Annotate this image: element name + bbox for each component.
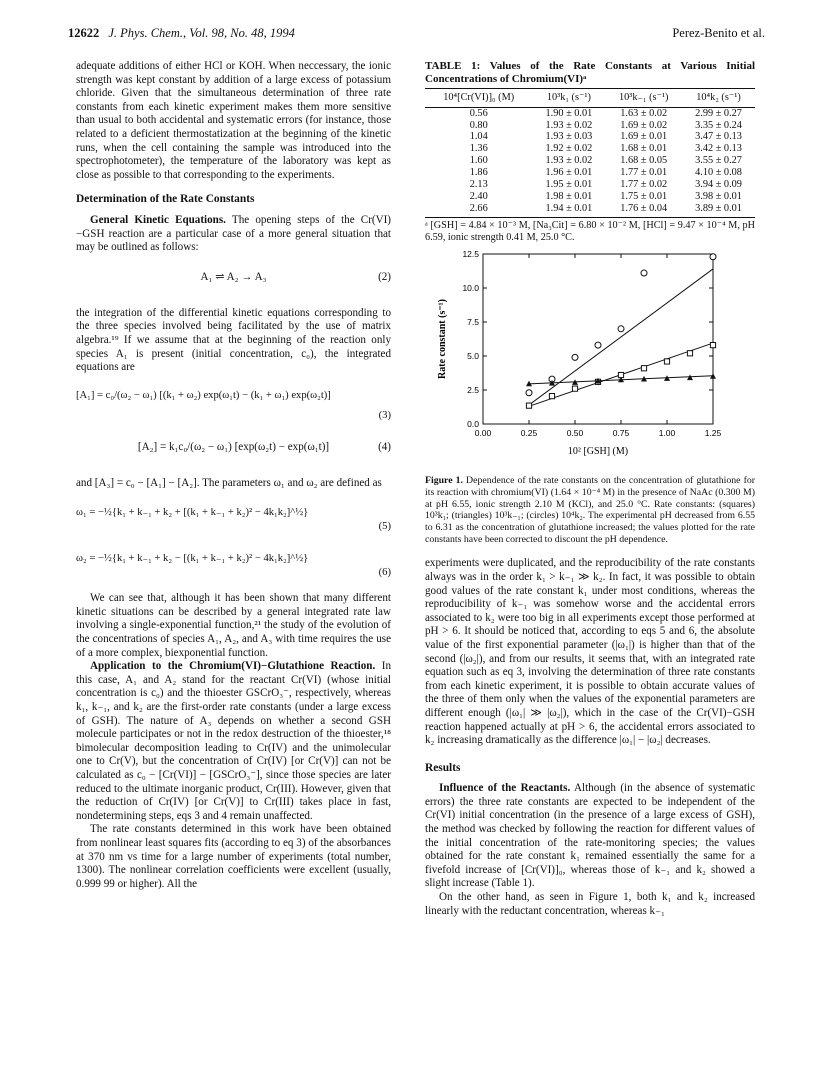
- circle-data-point: [595, 342, 601, 348]
- x-tick-label: 1.25: [704, 428, 722, 439]
- paragraph: [425, 782, 755, 891]
- equation-2: [76, 261, 391, 301]
- page-number: 12622: [68, 26, 100, 40]
- y-tick-label: 2.5: [467, 385, 479, 396]
- table-cell: 1.69 ± 0.02: [620, 119, 668, 131]
- equation-text: A₁ ⇌ A₂ → A₃: [200, 270, 267, 283]
- y-tick-label: 0.0: [467, 419, 479, 430]
- table-cell: 1.68 ± 0.05: [620, 155, 668, 167]
- table-cell: 1.93 ± 0.02: [545, 155, 593, 167]
- table-cell: 1.95 ± 0.01: [545, 179, 593, 191]
- equation-number: (3): [378, 409, 391, 421]
- table-cell: 1.77 ± 0.02: [620, 179, 668, 191]
- equation-number: (2): [378, 270, 391, 283]
- circle-data-point: [572, 355, 578, 361]
- journal-citation: J. Phys. Chem., Vol. 98, No. 48, 1994: [108, 26, 295, 40]
- square-data-point: [526, 403, 531, 408]
- figure-label: Figure 1.: [425, 475, 463, 487]
- paragraph: On the other hand, as seen in Figure 1, both k₁ and k₂ increased linearly with the reductant concentration, whereas k₋₁: [425, 891, 755, 917]
- paragraph: [76, 660, 391, 823]
- table-row: [425, 131, 755, 143]
- table-cell: 1.93 ± 0.03: [545, 131, 593, 143]
- table-row: [425, 143, 755, 155]
- table-header-row: [425, 89, 755, 108]
- equation-number: (6): [378, 567, 391, 579]
- equation-text: ω₂ = −½{k₁ + k₋₁ + k₂ − [(k₁ + k₋₁ + k₂)² − 4k₁k₂]^½}: [76, 553, 309, 565]
- table-cell: 1.04: [469, 131, 488, 143]
- triangle-data-point: [687, 375, 693, 381]
- paragraph: the integration of the differential kinetic equations corresponding to the three species involved being facilitated by the use of matrix algebra.¹⁹ If we assume that at the beginning of the reaction only species A₁ is present (initial concentration, c₀), the integrated equations are: [76, 306, 391, 374]
- run-in-heading: General Kinetic Equations.: [90, 213, 226, 226]
- paragraph-text: In this case, A₁ and A₂ stand for the reactant Cr(VI) (whose initial concentration is c₀) and the thioester GSCrO₃⁻, respectively, whereas k₁, k₋₁, and k₂ are the first-order rate constants (under a large excess of GSH). The nature of A₃ depends on whether a second GSH molecule participates or not in the redox destruction of the thioester,¹⁸ bimolecular decomposition leading to Cr(IV) and the unimolecular one to Cr(V), but the concentration of Cr(IV) [or Cr(V)] can not be calculated as c₀ − [Cr(VI)] − [GSCrO₃⁻], since those species are later reduced to the ultimate inorganic product, Cr(III). However, given that the reduction of Cr(IV) [or Cr(V)] to Cr(III) takes place in fast, nondetermining steps, eqs 3 and 4 remain unaffected.: [76, 660, 392, 822]
- circle-data-point: [641, 270, 647, 276]
- equation-5: [76, 496, 391, 540]
- table-cell: 1.69 ± 0.01: [620, 131, 668, 143]
- table-cell: 2.99 ± 0.27: [695, 107, 742, 119]
- table-cell: 1.36: [469, 143, 488, 155]
- running-header: [68, 26, 765, 44]
- circle-data-point: [526, 390, 532, 396]
- table-cell: 1.93 ± 0.02: [545, 119, 593, 131]
- equation-number: (5): [378, 521, 391, 533]
- table-row: [425, 191, 755, 203]
- table-cell: 3.55 ± 0.27: [695, 155, 742, 167]
- table-cell: 1.94 ± 0.01: [532, 203, 605, 217]
- table-cell: 1.86: [469, 167, 488, 179]
- table-body: [425, 107, 755, 217]
- section-heading: Determination of the Rate Constants: [76, 193, 255, 206]
- table-cell: 3.47 ± 0.13: [695, 131, 742, 143]
- table-cell: 0.80: [469, 119, 488, 131]
- table-caption: TABLE 1: Values of the Rate Constants at Various Initial Concentrations of Chromium(VI)ᵃ: [425, 60, 755, 85]
- square-data-point: [572, 386, 577, 391]
- table-cell: 3.89 ± 0.01: [682, 203, 755, 217]
- equation-3: [76, 381, 391, 429]
- run-in-heading: Influence of the Reactants.: [439, 782, 571, 795]
- left-column: [76, 60, 391, 891]
- section-heading: Results: [425, 761, 461, 774]
- table-cell: 2.40: [469, 190, 488, 202]
- equation-text: ω₁ = −½{k₁ + k₋₁ + k₂ + [(k₁ + k₋₁ + k₂)² − 4k₁k₂]^½}: [76, 507, 309, 519]
- table-cell: 2.66: [425, 203, 532, 217]
- circle-series-fit-line: [529, 269, 713, 405]
- table-row: [425, 120, 755, 132]
- table-row: [425, 179, 755, 191]
- square-data-point: [664, 359, 669, 364]
- paragraph: We can see that, although it has been shown that many different kinetic situations can be described by a general integrated rate law involving a single-exponential function,²¹ the study of the evolution of the concentrations of species A₁, A₂, and A₃ with time requires the use of a more complex, biexponential function.: [76, 592, 391, 659]
- paragraph: adequate additions of either HCl or KOH. When neccessary, the ionic strength was kept constant by addition of a large excess of potassium chloride. Given that the simultaneous determination of three rate constants from each kinetic experiment makes them more sensitive than usual to both accidental and systematic errors (for instance, those related to a deficient thermostatization at the beginning of the kinetic runs, when the cell containing the sample was introduced into the spectrophotometer), the temperature of the laboratory was kept as close as possible to that corresponding to the experiments.: [76, 60, 391, 181]
- table-row: [425, 203, 755, 217]
- y-tick-label: 10.0: [462, 283, 479, 294]
- table-footnote: ᵃ [GSH] = 4.84 × 10⁻³ M, [Na₃Cit] = 6.80 × 10⁻² M, [HCl] = 9.47 × 10⁻⁴ M, pH 6.59, ionic strength 0.41 M, 25.0 °C.: [425, 219, 755, 243]
- table-cell: 1.96 ± 0.01: [545, 167, 593, 179]
- table-row: [425, 107, 755, 119]
- column-header: 10³k₋₁ (s⁻¹): [605, 89, 682, 108]
- table-cell: 1.76 ± 0.04: [605, 203, 682, 217]
- table-cell: 1.63 ± 0.02: [620, 107, 668, 119]
- table-cell: 0.56: [469, 107, 488, 119]
- table-cell: 2.13: [469, 179, 488, 191]
- y-tick-label: 7.5: [467, 317, 479, 328]
- rate-constant-chart: [425, 246, 755, 471]
- paragraph: The rate constants determined in this work have been obtained from nonlinear least squares fits (according to eq 3) of the absorbances at 370 nm vs time for a large number of experiments (total number, 1300). The nonlinear correlation coefficients were excellent (usually, 0.999 99 or higher). All the: [76, 823, 391, 890]
- table-cell: 3.35 ± 0.24: [695, 119, 742, 131]
- x-tick-label: 0.00: [474, 428, 492, 439]
- table-cell: 1.75 ± 0.01: [620, 190, 668, 202]
- circle-data-point: [618, 326, 624, 332]
- table-cell: 3.98 ± 0.01: [695, 190, 742, 202]
- equation-text: [A₂] = k₁c₀/(ω₂ − ω₁) [exp(ω₂t) − exp(ω₁t)]: [137, 440, 330, 453]
- run-in-heading: Application to the Chromium(VI)−Glutathione Reaction.: [90, 660, 376, 673]
- square-data-point: [641, 366, 646, 371]
- circle-data-point: [710, 254, 716, 260]
- table-cell: 1.90 ± 0.01: [545, 107, 593, 119]
- table-cell: 3.94 ± 0.09: [695, 179, 742, 191]
- equation-number: (4): [378, 440, 391, 453]
- column-header: 10⁴[Cr(VI)]₀ (M): [425, 89, 532, 108]
- table-cell: 1.92 ± 0.02: [545, 143, 593, 155]
- paragraph-text: The opening steps of the Cr(VI)−GSH reaction are a particular case of a more general situation that may be outlined as follows:: [76, 213, 392, 254]
- paragraph: and [A₃] = c₀ − [A₁] − [A₂]. The parameters ω₁ and ω₂ are defined as: [76, 476, 382, 489]
- paragraph-text: Although (in the absence of systematic errors) the three rate constants are expected to be independent of the Cr(VI) initial concentration (in the presence of a large excess of GSH), the method was checked by following the reaction for different values of the initial concentration of the rate-monitoring species; the values obtained for the rate constant k₁ remained essentially the same for a fivefold increase of [Cr(VI)]₀, whereas those of k₋₁ and k₂ showed a slight increase (Table 1).: [425, 782, 755, 890]
- y-tick-label: 5.0: [467, 351, 479, 362]
- paragraph: experiments were duplicated, and the reproducibility of the rate constants always was in the order k₁ > k₋₁ ≫ k₂. In fact, it was possible to obtain good values of the rate constant k₁ under most conditions, whereas the reproducibility of k₋₁ was somehow worse and the accidental errors associated to k₂ were too big in all experiments except those performed at pH > 6. It should be noticed that, according to eqs 5 and 6, the absolute value of the first exponential parameter (|ω₁|) is higher than that of the second (|ω₂|), and from our results, it seems that, with an integrated rate equation such as eq 3, involving the determination of three rate constants from each kinetic experiment, it is possible to obtain accurate values of the three of them only when the values of the exponential parameters are different enough (|ω₁| ≫ |ω₂|), which in the case of the Cr(VI)−GSH reaction happened actually at pH > 6, the accidental errors associated to k₂ increasing dramatically as the difference |ω₁| − |ω₂| decreases.: [425, 557, 755, 747]
- square-data-point: [710, 343, 715, 348]
- table-cell: 1.77 ± 0.01: [620, 167, 668, 179]
- y-axis-label: Rate constant (s⁻¹): [437, 299, 448, 380]
- column-header: 10⁴k₂ (s⁻¹): [682, 89, 755, 108]
- right-column: [425, 60, 755, 918]
- equation-6: [76, 546, 391, 586]
- square-data-point: [687, 351, 692, 356]
- table-cell: 1.60: [469, 155, 488, 167]
- table-cell: 1.68 ± 0.01: [620, 143, 668, 155]
- rate-constants-table: [425, 88, 755, 218]
- equation-4: [76, 435, 391, 471]
- running-authors: Perez-Benito et al.: [672, 26, 765, 40]
- figure-caption: [425, 475, 755, 545]
- square-data-point: [549, 394, 554, 399]
- table-cell: 1.98 ± 0.01: [545, 190, 593, 202]
- x-tick-label: 0.25: [520, 428, 538, 439]
- table-cell: 4.10 ± 0.08: [695, 167, 742, 179]
- table-row: [425, 155, 755, 167]
- table-cell: 3.42 ± 0.13: [695, 143, 742, 155]
- equation-text: [A₁] = c₀/(ω₂ − ω₁) [(k₁ + ω₂) exp(ω₁t) − (k₁ + ω₁) exp(ω₂t)]: [76, 389, 331, 401]
- y-tick-label: 12.5: [462, 249, 479, 260]
- figure-caption-text: Dependence of the rate constants on the concentration of glutathione for its reaction with chromium(VI) (1.64 × 10⁻⁴ M) in the presence of NaAc (0.300 M) at pH 6.55, ionic strength 2.10 M (KCl), and 25.0 °C. Rate constants: (squares) 10³k₁; (triangles) 10³k₋₁; (circles) 10⁴k₂. The experimental pH decreased from 6.55 to 6.31 as the concentration of glutathione increased; the values plotted for the rate constants have been corrected to discount the pH dependence.: [425, 475, 755, 545]
- column-header: 10³k₁ (s⁻¹): [532, 89, 605, 108]
- table-row: [425, 167, 755, 179]
- figure-1: [425, 246, 755, 471]
- x-tick-label: 1.00: [658, 428, 676, 439]
- x-tick-label: 0.50: [566, 428, 584, 439]
- x-tick-label: 0.75: [612, 428, 630, 439]
- plot-frame: [483, 254, 713, 424]
- paragraph: [76, 214, 391, 255]
- x-axis-label: 10² [GSH] (M): [567, 446, 629, 458]
